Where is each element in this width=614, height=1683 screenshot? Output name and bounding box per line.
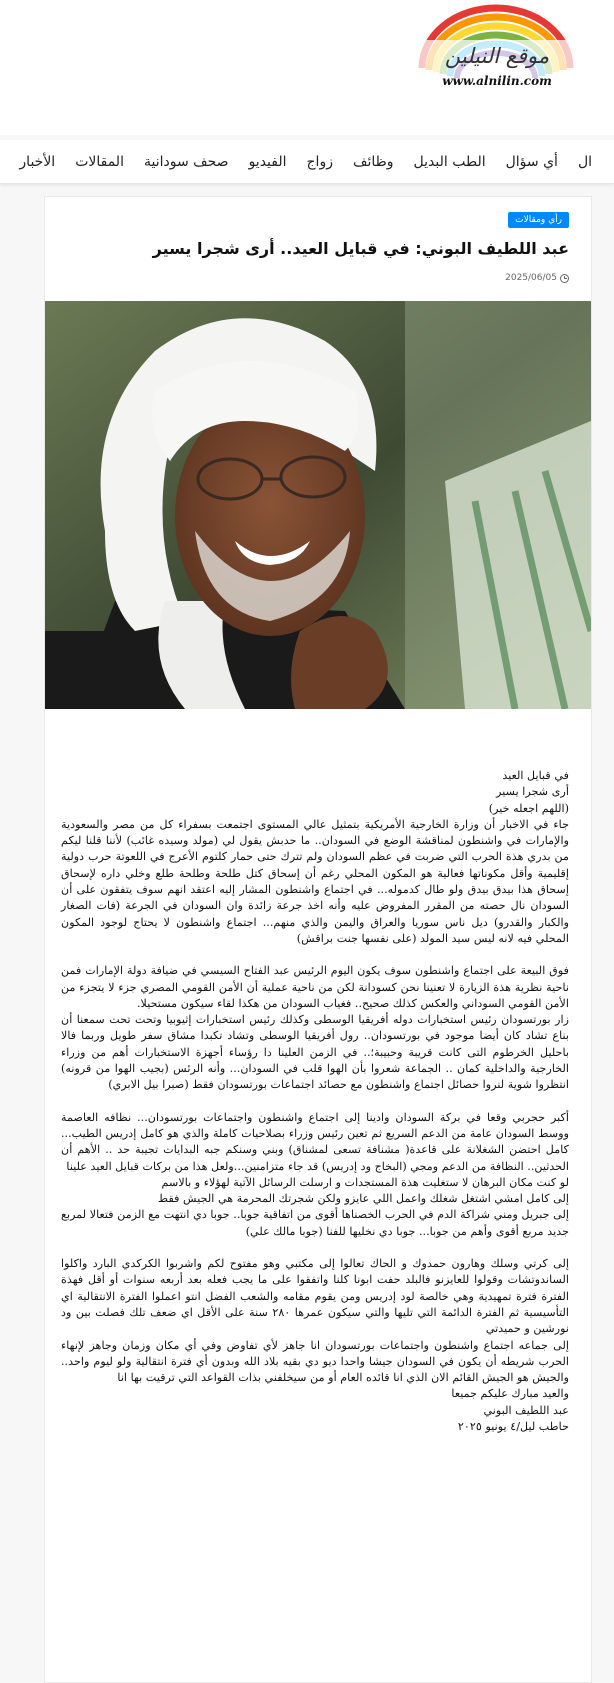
- article-paragraph: أكبر حجربي وقعا في بركة السودان وادينا إلى اجتماع واشنطون واجتماعات بورتسودان... نظافه العاصمة ووسط السودان عامة من الدعم السريع ثم تعين رئيس وزراء بصلاحيات كاملة والذي هو كامل إدريس الطيب... كامل احتضن الشغلانة على قاعدة( مشنافة تسعى لمشناق) وبني وسنكم جبه البدايات تجيبة حد .. الأهم أن الحدثين.. النظافة من الدعم ومجي (البخاج ود إدريس) قد جاء متزامنين...ولعل هذا من بركات قبايل العيد علينا: [61, 1110, 569, 1173]
- nav-item-alternative-medicine[interactable]: الطب البديل: [413, 154, 486, 170]
- paragraph-spacer: [61, 947, 569, 963]
- nav-item-truncated[interactable]: ال: [577, 154, 592, 170]
- article-intro-line: (اللهم اجعله خير): [488, 801, 569, 815]
- nav-item-articles[interactable]: المقالات: [75, 154, 124, 170]
- article-paragraph: إلى جماعه اجتماع واشنطون واجتماعات بورتسودان انا جاهز لأي تفاوض وفي أي مكان وزمان وجاهز لإنهاء الحرب شريطه أن يكون في السودان جيشا واحدا ديو دي بقيه بلاد الله وبدون أي فترة انتقالية ولو ليوم واحد.. والجيش هو الجيش القائم الان الذي انا قائده العام أو من سيخلفني بذات القواعد التي ترقيت بها انا: [61, 1338, 569, 1385]
- article-paragraph: لو كنت مكان البرهان لا ستغليت هذة المستجدات و ارسلت الرسائل الآتية لهؤلاء و بالاسم: [161, 1175, 569, 1189]
- article-body: [61, 768, 569, 1435]
- article-location-date: حاطب ليل/٤ يونيو ٢٠٢٥: [457, 1419, 569, 1433]
- category-badge[interactable]: رأي ومقالات: [508, 212, 569, 228]
- author-signature: عبد اللطيف البوني: [483, 1403, 569, 1417]
- site-header: [0, 0, 614, 135]
- post-date-text: 2025/06/05: [505, 273, 557, 283]
- article-intro-line: أرى شجرا يسير: [496, 785, 569, 799]
- logo-url-text: www.alnilin.com: [442, 74, 552, 88]
- nav-item-sudanese-papers[interactable]: صحف سودانية: [143, 154, 229, 170]
- article-paragraph: فوق البيعة على اجتماع واشنطون سوف يكون اليوم الرئيس عبد الفتاح السيسي في ضيافة دولة الإمارات فمن ناحية نظرية هذة الزيارة لا تعنينا نحن كسودانة لكن من ناحية عملية أن الأمن القومي المصري جزء لا يتجزء من الأمن القومي السوداني والعكس كذلك صحيح.. فغياب السودان من هكذا لقاء سيكون مستحيلا.: [61, 964, 569, 1010]
- nav-list: [0, 140, 592, 184]
- nav-item-any-question[interactable]: أي سؤال: [505, 154, 558, 170]
- article-paragraph: جاء في الاخبار أن وزارة الخارجية الأمريكية بتمثيل عالي المستوى اجتمعت بسفراء كل من مصر والسعودية والإمارات في واشنطون لمناقشة الوضع في السودان.. ما حدبش يقول لي (مولد وسيده غائب) لأننا قلنا ليكم من بدري هذة الحرب التي ضربت في عظم السودان ولم تترك حتى حمار كلتوم الأعرج في اللعوتة حرب دولية إقليمية وأقل مكوناتها فعالية هو المكون المحلي رغم أن إسحاق كتل طلحة وطلحة طلع وخلي داره لإسحاق إسحاق هذا بيدق بيدق ولو طال كدموله... في اجتماع واشنطون المشار إليه اعتقد انهم سوف يتفقون على أن السودان نال حصته من المقرر المفروض عليه وأنه اخذ جرعة زائدة وان السودان في الجرعة (فات الصغار والكبار والقدرو) ديل ناس سوريا والعراق واليمن والذي منهم... اجتماع واشنطون لا يحتاج لوجود المكون المحلي فيه لانه ليس سيد المولد (على نفسها جنت براقش): [61, 817, 569, 945]
- article-paragraph: زار بورتسودان رئيس استخبارات دوله أفريقيا الوسطى وكذلك رئيس استخبارات إثيوبيا وتحت تحت سمعنا أن بناع تشاد كان أيضا موجود في بورتسودان.. رول أفريقيا الوسطى وتشاد تكبدا مشاق سفر طويل وربما فالا باحليل الخرطوم التى كانت قريبة وحبيبة؛.. في الزمن العلينا دا رؤساء أجهزة الاستخبارات أهم من وزراء الخارجية والداخلية كمان .. الجماعة شعروا بأن الهوا قلب في السودان... وأنه الرئس (بجيب الهوا من قرونه) انتظروا شوية لنروا حصائل اجتماع واشنطون مع حصائد اجتماعات بورتسودان فقط (صبرا بيل الابري): [61, 1013, 569, 1092]
- article-paragraph: إلى جبريل ومني شراكة الدم في الحرب الخصناها أقوى من اتفاقية جوبا.. جوبا دي انتهت مع الزمن فتعالا لمربع جديد مربع أقوى وأهم من جوبا... جوبا دي نخليها للفنا (جوبا مالك علي): [61, 1208, 569, 1238]
- paragraph-spacer: [61, 1240, 569, 1256]
- paragraph-spacer: [61, 1094, 569, 1110]
- post-date: [505, 273, 569, 283]
- logo-arabic-text: موقع النيلين: [444, 44, 550, 68]
- nav-item-marriage[interactable]: زواج: [306, 154, 333, 170]
- article-paragraph: والعيد مبارك عليكم جميعا: [451, 1387, 569, 1401]
- nav-item-video[interactable]: الفيديو: [248, 154, 287, 170]
- main-navigation: [0, 140, 614, 184]
- article-paragraph: إلى كامل امشي اشتغل شغلك واعمل اللي عايزو ولكن شجرتك المحرمة هي الجيش فقط: [157, 1192, 569, 1206]
- article-paragraph: إلى كرتي وسلك وهارون حمدوك و الحاك تعالوا إلى مكتبي وهو مفتوح لكم واشربوا الكركدي البارد واكلوا الساندوتشات وقولوا للعايزنو فالبلد حفت ابونا كلنا واتفقوا على ما يجب فعله بعد أربعه سنوات أو أقل فهذة الفترة فترة تمهيدية وهي خالصة لود إدريس ومن يقوم مقامه والشعب الفضل انتو اعملوا الفترة الانتقالية اي التأسيسية ثم الفترة الدائمة التي تليها والتي سيكون عمرها ٢٨٠ سنة على الأقل اي ضعف تلك فصلت بين ود نورشين و حميدتي: [61, 1257, 570, 1336]
- clock-icon: [560, 274, 569, 283]
- article-card: [44, 196, 592, 1683]
- site-logo[interactable]: [408, 0, 584, 110]
- author-photo-illustration: [45, 301, 591, 709]
- post-title: عبد اللطيف البوني: في قبايل العيد.. أرى شجرا يسير: [152, 239, 569, 258]
- author-photo: [45, 301, 591, 709]
- article-intro-line: في قبايل العيد: [502, 769, 569, 782]
- nav-item-news[interactable]: الأخبار: [19, 154, 56, 170]
- nav-item-jobs[interactable]: وظائف: [352, 154, 394, 170]
